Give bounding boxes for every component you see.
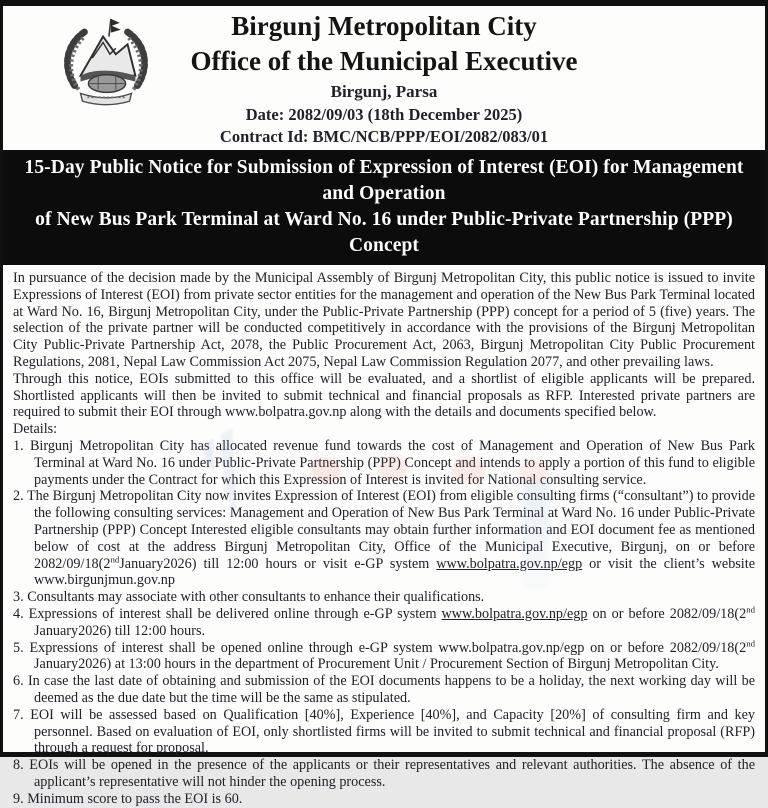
document-header [3, 6, 765, 146]
list-item [13, 589, 755, 606]
list-item-number: 9. [13, 790, 28, 807]
list-item-text: EOIs will be opened in the presence of the applicants or their representatives and relevant authorities. The absence of the applicant’s representative will not hinder the opening process. [29, 757, 755, 790]
ordinal-superscript: nd [110, 553, 120, 564]
list-item [13, 757, 755, 791]
list-item-text: Expressions of interest shall be opened online through e-GP system www.bolpatra.gov.np/egp on or before 2082/09/18(2 [29, 639, 747, 656]
notice-title-line1: 15-Day Public Notice for Submission of Expression of Interest (EOI) for Management and Operation [24, 157, 744, 204]
municipal-emblem-icon [57, 14, 155, 114]
list-item-text: on or before 2082/09/18(2 [587, 605, 747, 622]
list-item-number: 5. [13, 639, 30, 656]
list-item-text: In case the last date of obtaining and submission of the EOI documents happens to be a holiday, the next working day will be deemed as the due date but the time will be the same as stipulated. [27, 673, 755, 706]
list-item-text: or visit the client’s website www.birgunjmun.gov.np [34, 555, 755, 589]
egp-url-link[interactable]: www.bolpatra.gov.np/egp [441, 605, 588, 622]
list-item-text: January2026) till 12:00 hours. [34, 622, 206, 639]
location-line: Birgunj, Parsa [330, 82, 438, 101]
notice-title-line2: of New Bus Park Terminal at Ward No. 16 under Public-Private Partnership (PPP) Concept [35, 209, 733, 256]
notice-body [3, 265, 765, 808]
list-item-text: Expressions of interest shall be delivered online through e-GP system [28, 605, 442, 622]
egp-url-link[interactable]: www.bolpatra.gov.np/egp [436, 555, 583, 572]
list-item [13, 791, 755, 808]
notice-title-banner [3, 150, 765, 265]
list-item-number: 1. [13, 437, 30, 454]
list-item-text: Consultants may associate with other consultants to enhance their qualifications. [27, 589, 485, 606]
list-item-number: 3. [13, 589, 28, 606]
list-item-text: Minimum score to pass the EOI is 60. [27, 790, 243, 807]
list-item [13, 488, 755, 589]
list-item [13, 637, 756, 674]
ordinal-superscript: nd [746, 604, 755, 615]
list-item-text: Birgunj Metropolitan City has allocated revenue fund towards the cost of Management and Operation of New Bus Park Terminal at Ward No. 16 under Public-Private Partnership (PPP) Concept and intends to apply a portion of this fund to eligible payments under the Contract for which this Expression of Interest is invited for National consulting service. [29, 437, 755, 488]
details-list [13, 438, 755, 808]
list-item [13, 606, 755, 640]
list-item [13, 707, 755, 757]
list-item-text: EOI will be assessed based on Qualification [40%], Experience [40%], and Capacity [20%] of consulting firm and key personnel. Based on evaluation of EOI, only shortlisted firms will be invited to submit technical and financial proposal (RFP) through a request for proposal. [30, 706, 755, 757]
ordinal-superscript: nd [746, 637, 756, 648]
contract-id-line: Contract Id: BMC/NCB/PPP/EOI/2082/083/01 [219, 127, 549, 146]
intro-paragraph: In pursuance of the decision made by the Municipal Assembly of Birgunj Metropolitan City, this public notice is issued to invite Expressions of Interest (EOI) from private sector entities for the management and operation of the New Bus Park Terminal located at Ward No. 16, Birgunj Metropolitan City, under the Public-Private Partnership (PPP) concept for a period of 5 (five) years. The selection of the private partner will be conducted competitively in accordance with the provisions of the Birgunj Metropolitan City Public-Private Partnership Act, 2078, the Public Procurement Act, 2063, Birgunj Metropolitan City Public Procurement Regulations, 2081, Nepal Law Commission Act 2075, Nepal Law Commission Regulation 2077, and other prevailing laws. [13, 270, 755, 370]
list-item-number: 4. [13, 605, 29, 622]
list-item-number: 2. [13, 488, 27, 505]
process-paragraph: Through this notice, EOIs submitted to this office will be evaluated, and a shortlist of eligible applicants will be prepared. Shortlisted applicants will then be invited to submit technical and financial proposals as RFP. Interested private partners are required to submit their EOI through www.bolpatra.gov.np along with the details and documents specified below. [13, 370, 755, 421]
org-name: Birgunj Metropolitan City [231, 11, 537, 41]
details-label: Details: [13, 421, 58, 438]
list-item-text: January2026) at 13:00 hours in the department of Procurement Unit / Procurement Section of Birgunj Metropolitan City. [34, 656, 719, 673]
list-item-number: 8. [13, 757, 30, 774]
list-item [13, 438, 755, 488]
office-name: Office of the Municipal Executive [190, 46, 578, 76]
list-item-number: 7. [13, 706, 31, 723]
list-item-text: The Birgunj Metropolitan City now invites Expression of Interest (EOI) from eligible consulting firms (“consultant”) to provide the following consulting services: Management and Operation of New Bus Park Terminal at Ward No. 16 under Public-Private Partnership (PPP) Concept Interested eligible consultants may obtain further information and EOI document fee as mentioned below of cost at the address Birgunj Metropolitan City, Office of the Municipal Executive, Birgunj, on or before 2082/09/18(2 [27, 488, 755, 572]
list-item-text: January2026) till 12:00 hours or visit e-GP system [119, 555, 437, 572]
list-item-number: 6. [13, 673, 28, 690]
list-item [13, 673, 755, 707]
date-line: Date: 2082/09/03 (18th December 2025) [245, 105, 523, 124]
